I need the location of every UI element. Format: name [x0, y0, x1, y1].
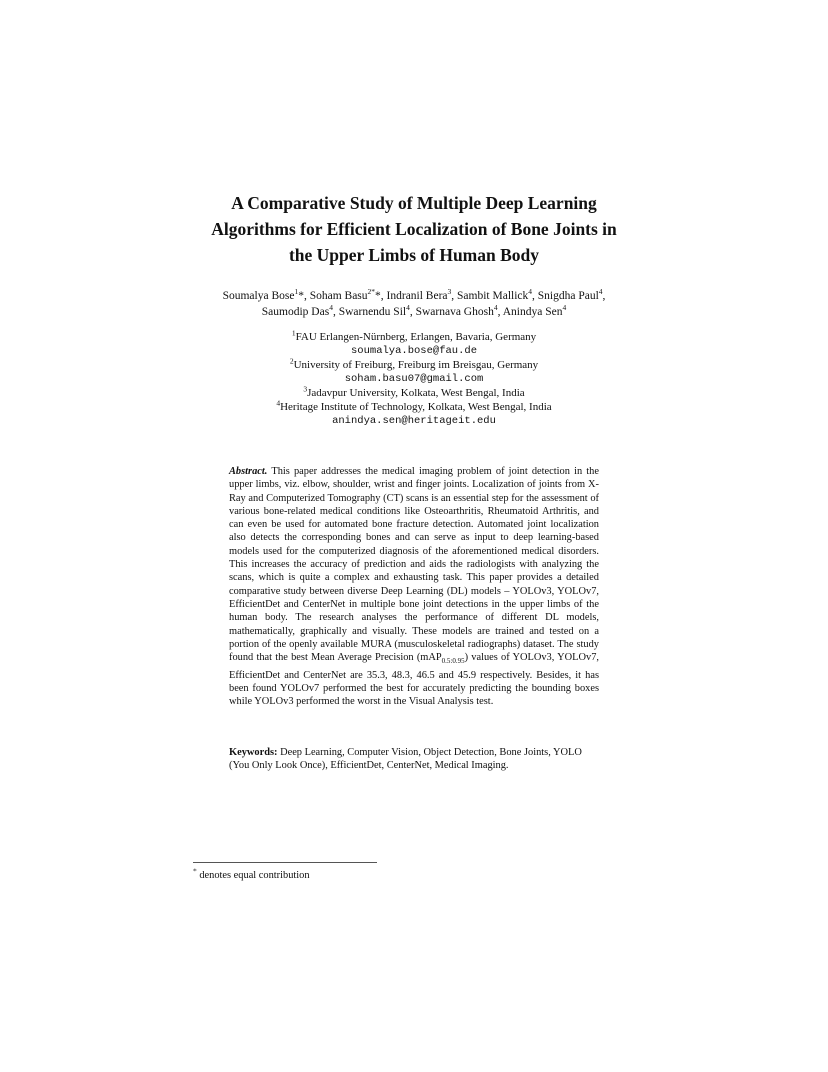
footnote-text: denotes equal contribution	[196, 870, 310, 881]
abstract	[229, 465, 599, 708]
email-4: anindya.sen@heritageit.edu	[332, 415, 496, 427]
keywords-text: Deep Learning, Computer Vision, Object Detection, Bone Joints, YOLO (You Only Look Once), EfficientDet, CenterNet, Medical Imaging.	[229, 747, 582, 772]
author-name: Sambit Mallick	[457, 290, 529, 302]
author-sup: 3	[447, 287, 452, 297]
abstract-text: This paper addresses the medical imaging problem of joint detection in the upper limbs, viz. elbow, shoulder, wrist and finger joints. Localization of joints from X-Ray and Computerized Tomography (CT) scans is an essential step for the assessment of various bone-related medical conditions like Osteoarthritis, Rheumatoid Arthritis, and can even be used for automated bone fracture detection. Automated joint localization also detects the corresponding bones and can serve as input to deep learning-based models used for the computerized diagnosis of the aforementioned medical disorders. This increases the accuracy of prediction and aids the radiologists with analyzing the scans, which is quite a complex and exhausting task. This paper provides a detailed comparative study between diverse Deep Learning (DL) models – YOLOv3, YOLOv7, EfficientDet and CenterNet in multiple bone joint detections in the upper limbs of the human body. The research analyses the performance of different DL models, mathematically, graphically and visually. These models are trained and tested on a portion of the openly available MURA (musculoskeletal radiographs) dataset. The study found that the best Mean Average Precision (mAP	[229, 466, 599, 664]
abstract-subscript: 0.5:0.95	[441, 657, 465, 666]
author-list	[150, 288, 678, 320]
author-sup: 4	[562, 303, 567, 313]
author-name: Swarnendu Sil	[338, 306, 407, 318]
author-sup: 1	[294, 287, 299, 297]
title-line-2: Algorithms for Efficient Localization of Bone Joints in	[211, 219, 617, 239]
author-name: Soumalya Bose	[222, 290, 295, 302]
author-name: Indranil Bera	[386, 290, 448, 302]
author-line-1: Soumalya Bose$^1$*, Soham Basu$^{2*}$*, Indranil Bera$^3$, Sambit Mallick$^4$, Snigdha Paul$^4$,	[222, 287, 606, 302]
title-line-1: A Comparative Study of Multiple Deep Learning	[231, 193, 597, 213]
keywords-heading: Keywords:	[229, 747, 278, 758]
author-name: Snigdha Paul	[537, 290, 599, 302]
author-mark: *	[298, 290, 304, 302]
footnote	[193, 866, 310, 883]
affiliation-4: $^4$Heritage Institute of Technology, Kolkata, West Bengal, India	[276, 398, 552, 413]
abstract-heading: Abstract.	[229, 466, 268, 477]
author-line-2: Saumodip Das$^4$, Swarnendu Sil$^4$, Swarnava Ghosh$^4$, Anindya Sen$^4$	[261, 303, 567, 318]
email-1: soumalya.bose@fau.de	[350, 345, 478, 357]
title-line-3: the Upper Limbs of Human Body	[288, 245, 540, 265]
affiliation-1: $^1$FAU Erlangen-Nürnberg, Erlangen, Bavaria, Germany	[291, 328, 537, 343]
affiliation-list	[150, 330, 678, 428]
author-name: Anindya Sen	[502, 306, 563, 318]
author-sup: 4	[493, 303, 498, 313]
affiliation-2: $^2$University of Freiburg, Freiburg im Breisgau, Germany	[289, 356, 539, 371]
footnote-rule	[193, 862, 377, 863]
author-sup: 2*	[367, 287, 376, 297]
author-sup: 4	[329, 303, 333, 313]
author-name: Soham Basu	[309, 290, 368, 302]
author-name: Swarnava Ghosh	[415, 306, 494, 318]
affiliation-3: $^3$Jadavpur University, Kolkata, West Bengal, India	[303, 384, 525, 399]
author-sup: 4	[528, 287, 533, 297]
keywords	[229, 746, 599, 773]
author-mark: *	[375, 290, 381, 302]
author-sup: 4	[406, 303, 410, 313]
abstract-text-continued: ) values of YOLOv3, YOLOv7, EfficientDet and CenterNet are 35.3, 48.3, 46.5 and 45.9 respectively. Besides, it has been found YOLOv7 performed the best for accurately predicting the bounding boxes while YOLOv3 performed the worst in the Visual Analysis test.	[229, 652, 599, 708]
email-2: soham.basu07@gmail.com	[344, 373, 484, 385]
footnote-mark: *	[193, 866, 197, 876]
author-name: Saumodip Das	[261, 306, 330, 318]
paper-title	[150, 190, 678, 268]
author-sup: 4	[598, 287, 603, 297]
